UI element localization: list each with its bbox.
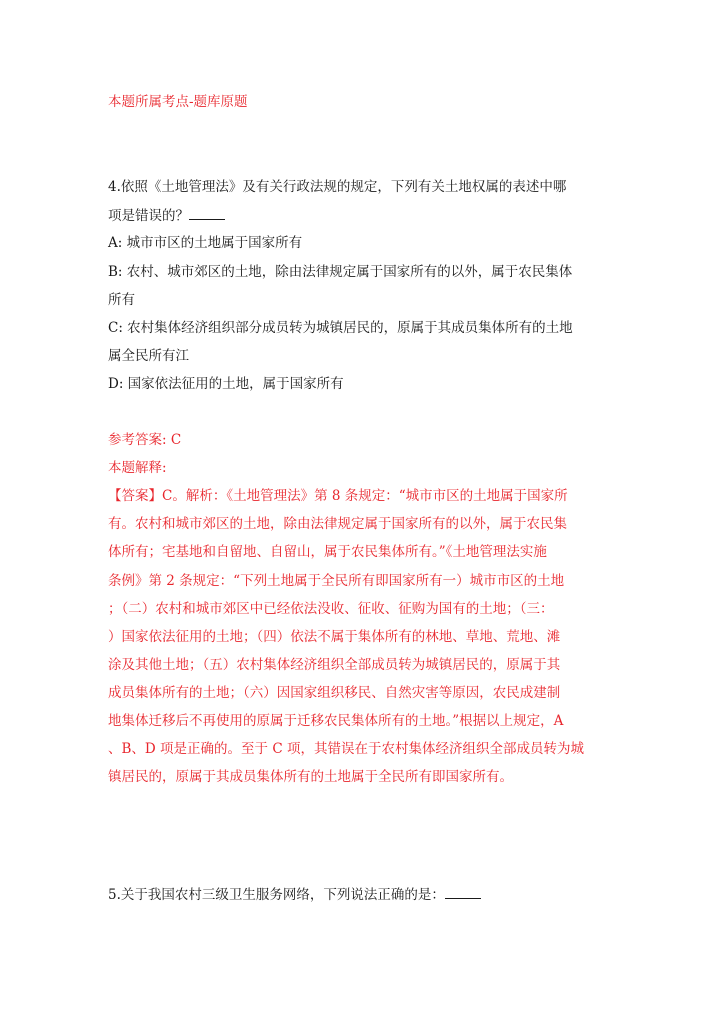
option-c-line-1: C: 农村集体经济组织部分成员转为城镇居民的，原属于其成员集体所有的土地 xyxy=(108,320,573,336)
option-b-line-2: 所有 xyxy=(108,292,135,308)
question-4-stem-line-2 xyxy=(108,205,225,226)
explanation-line: 有。农村和城市郊区的土地，除由法律规定属于国家所有的以外，属于农民集 xyxy=(108,516,567,532)
explanation-line: 【答案】C。解析：《土地管理法》第 8 条规定：“城市市区的土地属于国家所 xyxy=(108,488,568,504)
answer-label: 参考答案: C xyxy=(108,432,182,448)
question-4-stem-line-1: 4.依照《土地管理法》及有关行政法规的规定，下列有关土地权属的表述中哪 xyxy=(108,179,567,195)
option-b-line-1: B: 农村、城市郊区的土地，除由法律规定属于国家所有的以外，属于农民集体 xyxy=(108,264,573,280)
explanation-line: 涂及其他土地；（五）农村集体经济组织全部成员转为城镇居民的，原属于其 xyxy=(108,657,561,673)
question-5-stem-text: 5.关于我国农村三级卫生服务网络，下列说法正确的是： xyxy=(108,887,445,903)
explanation-line: 、B、D 项是正确的。至于 C 项，其错误在于农村集体经济组织全部成员转为城 xyxy=(108,741,584,757)
option-a: A: 城市市区的土地属于国家所有 xyxy=(108,235,303,251)
explanation-line: 条例》第 2 条规定：“下列土地属于全民所有即国家所有一）城市市区的土地 xyxy=(108,573,565,589)
explanation-label: 本题解释: xyxy=(108,460,167,476)
option-c-line-2: 属全民所有江 xyxy=(108,348,189,364)
explanation-line: ；（二）农村和城市郊区中已经依法没收、征收、征购为国有的土地；（三： xyxy=(108,601,554,617)
explanation-line: 成员集体所有的土地；（六）因国家组织移民、自然灾害等原因，农民成建制 xyxy=(108,685,561,701)
source-label: 本题所属考点-题库原题 xyxy=(108,94,248,110)
question-5-stem xyxy=(108,884,481,905)
explanation-line: 体所有；宅基地和自留地、自留山，属于农民集体所有。”《土地管理法实施 xyxy=(108,544,547,560)
option-d: D: 国家依法征用的土地，属于国家所有 xyxy=(108,376,344,392)
explanation-line: 地集体迁移后不再使用的原属于迁移农民集体所有的土地。”根据以上规定，A xyxy=(108,713,564,729)
explanation-line: 镇居民的，原属于其成员集体所有的土地属于全民所有即国家所有。 xyxy=(108,769,513,785)
answer-blank xyxy=(189,205,225,220)
explanation-line: ）国家依法征用的土地；（四）依法不属于集体所有的林地、草地、荒地、滩 xyxy=(108,629,561,645)
answer-blank xyxy=(445,884,481,899)
question-4-stem-text: 项是错误的？ xyxy=(108,208,189,224)
